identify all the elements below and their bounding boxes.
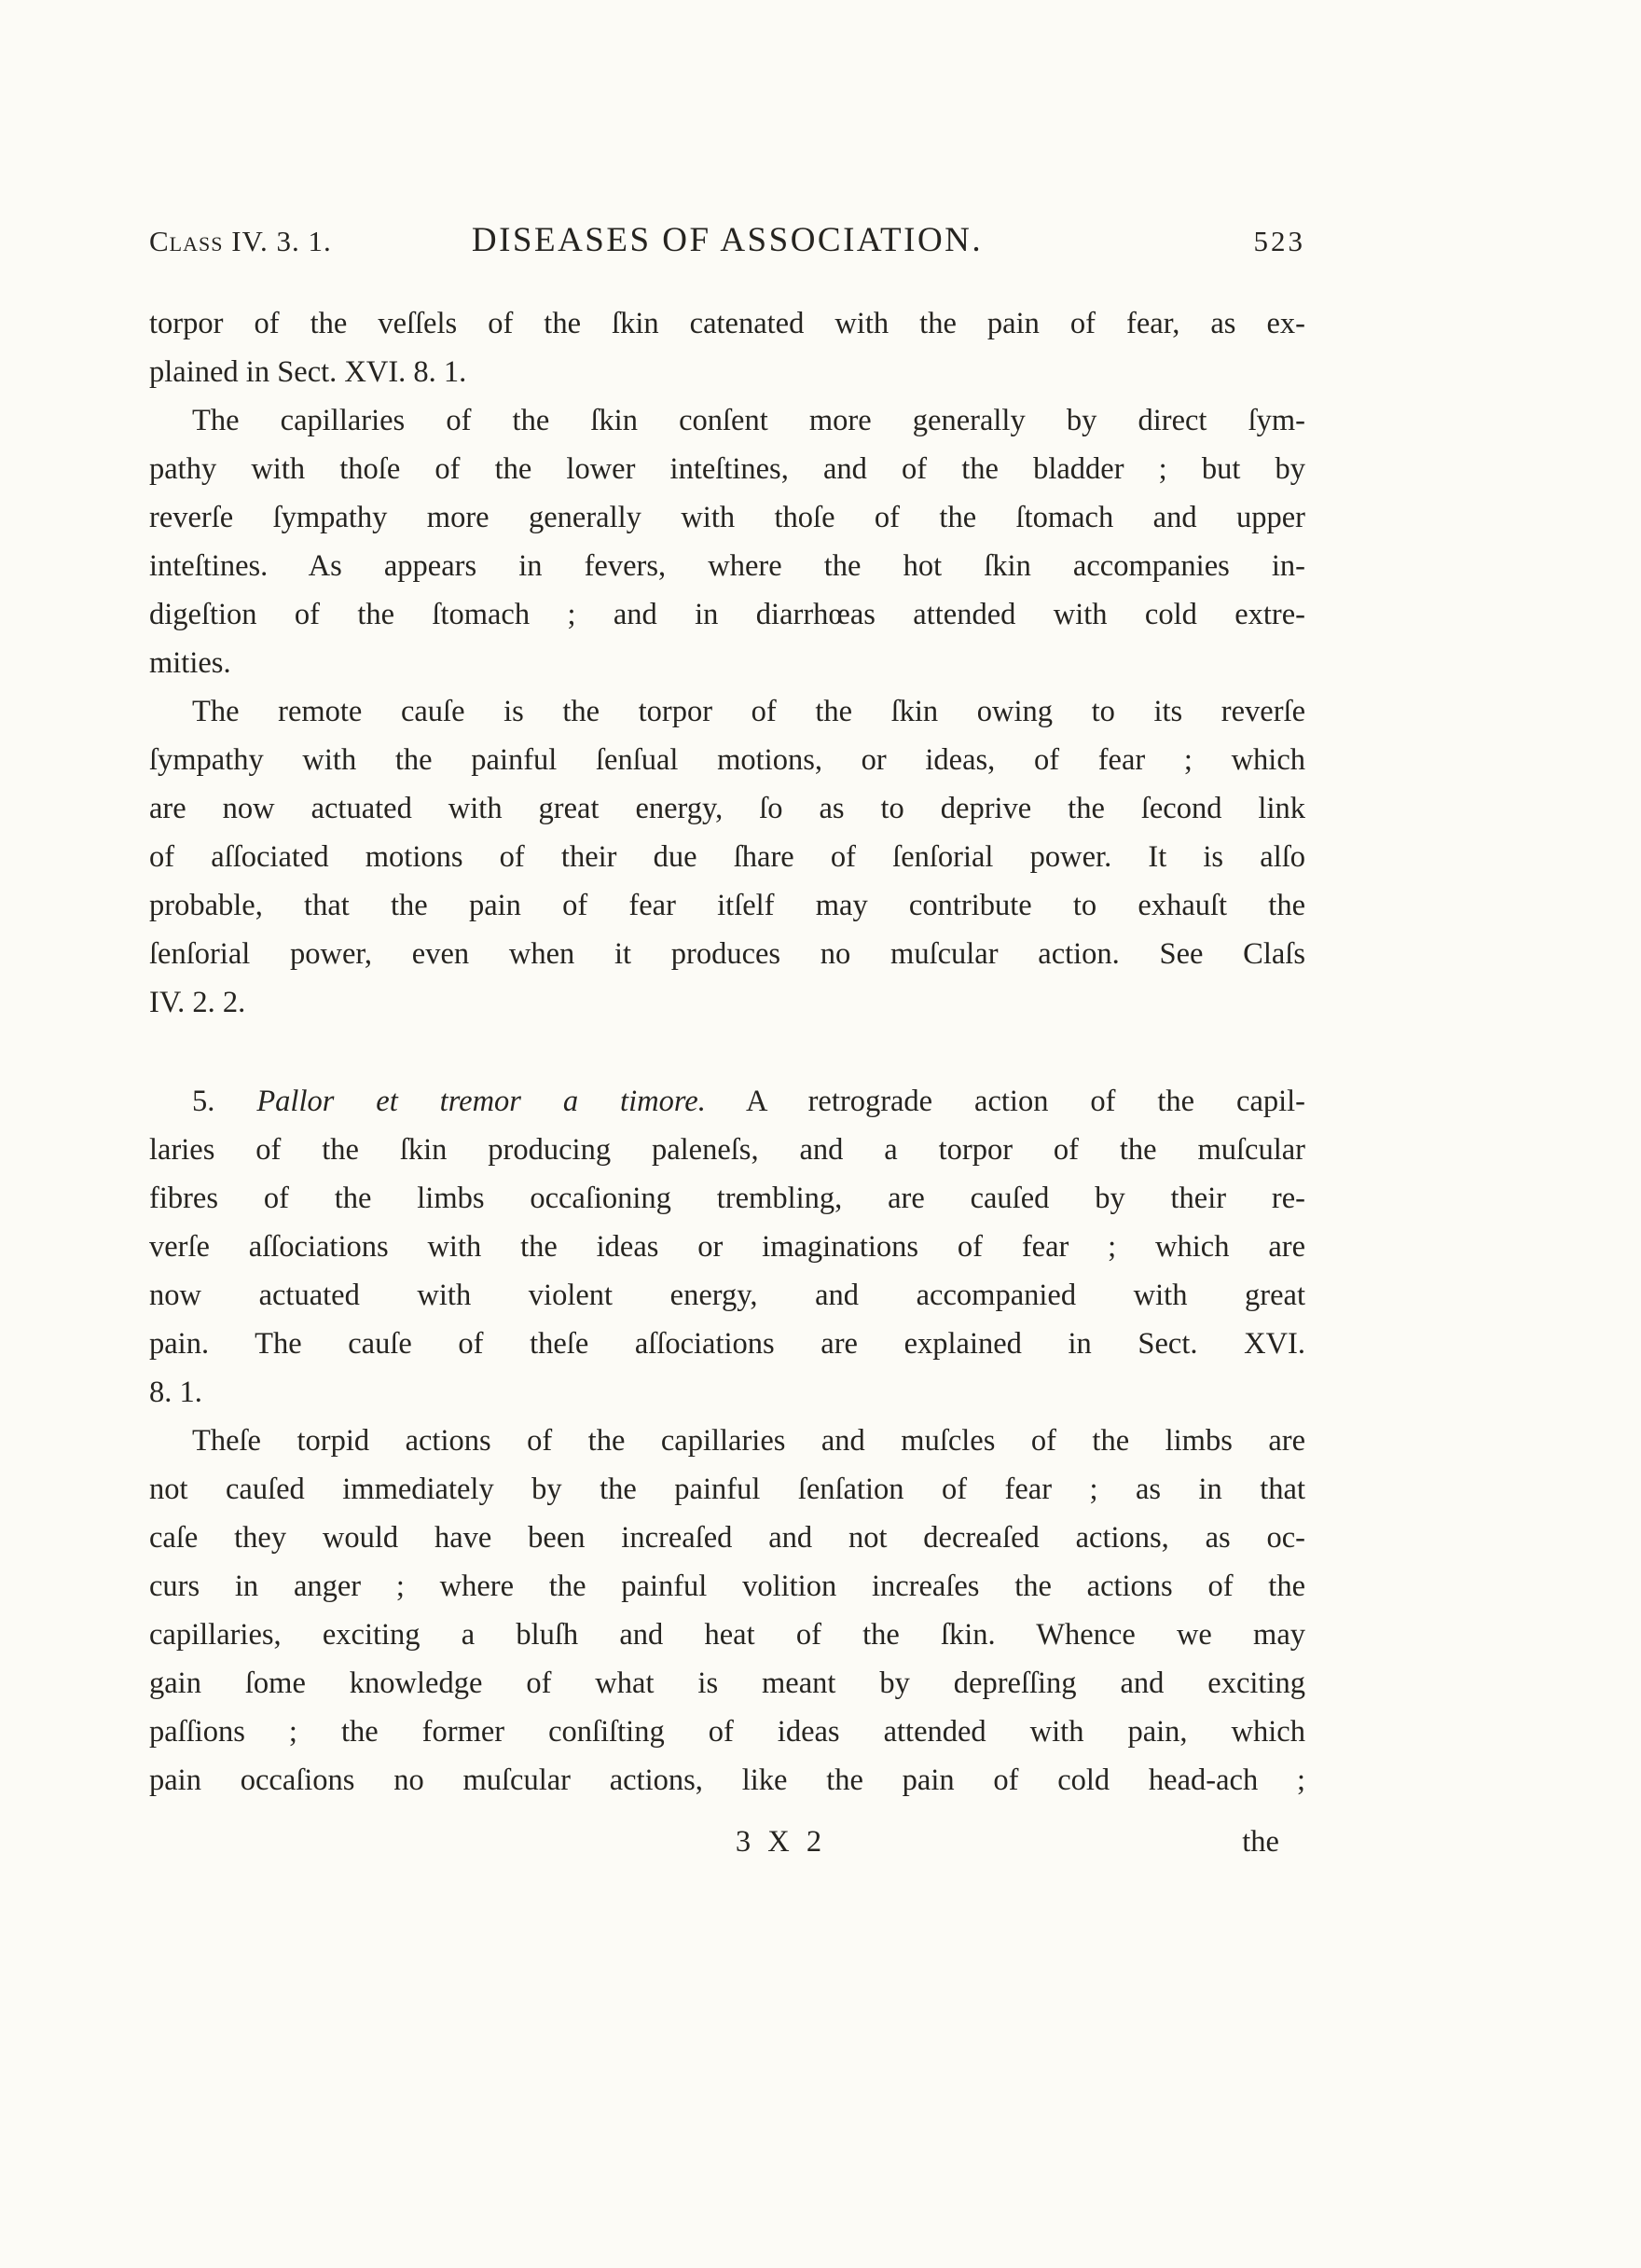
paragraph [149, 1417, 1305, 1805]
italic-text-segment: Pallor et tremor a timore. [256, 1085, 706, 1118]
text-line [149, 784, 1305, 833]
text-line [149, 1756, 1305, 1805]
text-segment: capillaries, exciting a bluſh and heat of the ſkin. Whence we may [149, 1618, 1305, 1652]
text-segment: IV. 2. 2. [149, 986, 246, 1019]
text-segment: digeſtion of the ſtomach ; and in diarrhœas attended with cold extre- [149, 598, 1305, 631]
page-title: DISEASES OF ASSOCIATION. [471, 221, 984, 259]
text-line [149, 833, 1305, 881]
text-segment: verſe aſſociations with the ideas or imaginations of fear ; which are [149, 1230, 1305, 1264]
text-segment: not cauſed immediately by the painful ſenſation of fear ; as in that [149, 1473, 1305, 1506]
text-segment: fibres of the limbs occaſioning trembling, are cauſed by their re- [149, 1182, 1305, 1215]
text-segment: now actuated with violent energy, and accompanied with great [149, 1279, 1305, 1312]
text-line [149, 1562, 1305, 1611]
text-line [149, 493, 1305, 542]
text-line [149, 639, 1305, 687]
text-segment: 5. [192, 1085, 257, 1118]
text-segment: plained in Sect. XVI. 8. 1. [149, 355, 467, 389]
text-segment: ſympathy with the painful ſenſual motions, or ideas, of fear ; which [149, 743, 1305, 777]
text-line [149, 1417, 1305, 1465]
text-line [149, 1174, 1305, 1223]
text-line [149, 1368, 1305, 1417]
paragraph [149, 1077, 1305, 1417]
text-line [149, 1659, 1305, 1708]
text-segment: are now actuated with great energy, ſo as to deprive the ſecond link [149, 792, 1305, 825]
text-segment: The capillaries of the ſkin conſent more generally by direct ſym- [192, 404, 1305, 437]
text-line [149, 978, 1305, 1027]
text-line [149, 930, 1305, 978]
paragraph [149, 396, 1305, 687]
text-line [149, 736, 1305, 784]
text-line [149, 1126, 1305, 1174]
page-number: 523 [1253, 225, 1305, 257]
text-segment: probable, that the pain of fear itſelf may contribute to exhauſt the [149, 889, 1305, 922]
text-segment: Theſe torpid actions of the capillaries and muſcles of the limbs are [192, 1424, 1305, 1458]
page-header [149, 220, 1305, 260]
text-block [149, 299, 1305, 1805]
text-line [149, 348, 1305, 396]
text-segment: A retrograde action of the capil- [705, 1085, 1306, 1118]
text-segment: curs in anger ; where the painful volition increaſes the actions of the [149, 1570, 1305, 1603]
signature-mark: 3 X 2 [735, 1825, 822, 1859]
text-line [149, 590, 1305, 639]
text-line [149, 396, 1305, 445]
text-segment: reverſe ſympathy more generally with thoſe of the ſtomach and upper [149, 501, 1305, 534]
text-segment: ſenſorial power, even when it produces no muſcular action. See Claſs [149, 937, 1305, 971]
text-line [149, 445, 1305, 493]
text-segment: mities. [149, 646, 231, 680]
text-segment: pain. The cauſe of theſe aſſociations are explained in Sect. XVI. [149, 1327, 1305, 1361]
text-segment: 8. 1. [149, 1376, 202, 1409]
text-line [149, 1077, 1305, 1126]
text-line [149, 1611, 1305, 1659]
text-segment: caſe they would have been increaſed and not decreaſed actions, as oc- [149, 1521, 1305, 1555]
text-segment: inteſtines. As appears in fevers, where the hot ſkin accompanies in- [149, 549, 1305, 583]
text-segment: pathy with thoſe of the lower inteſtines, and of the bladder ; but by [149, 452, 1305, 486]
text-segment: torpor of the veſſels of the ſkin catenated with the pain of fear, as ex- [149, 307, 1305, 340]
text-line [149, 1465, 1305, 1514]
text-segment: of aſſociated motions of their due ſhare of ſenſorial power. It is alſo [149, 840, 1305, 874]
text-segment: gain ſome knowledge of what is meant by depreſſing and exciting [149, 1666, 1305, 1700]
text-line [149, 1514, 1305, 1562]
page-footer [149, 1818, 1305, 1866]
catchword: the [1242, 1825, 1279, 1859]
text-line [149, 1320, 1305, 1368]
text-line [149, 1271, 1305, 1320]
page-content [149, 220, 1305, 1866]
text-line [149, 881, 1305, 930]
text-segment: The remote cauſe is the torpor of the ſkin owing to its reverſe [192, 695, 1305, 728]
text-line [149, 542, 1305, 590]
class-section-label: Class IV. 3. 1. [149, 225, 332, 257]
text-line [149, 299, 1305, 348]
text-segment: pain occaſions no muſcular actions, like the pain of cold head-ach ; [149, 1763, 1305, 1797]
text-line [149, 687, 1305, 736]
paragraph [149, 687, 1305, 1027]
text-segment: laries of the ſkin producing paleneſs, and a torpor of the muſcular [149, 1133, 1305, 1167]
text-segment: paſſions ; the former conſiſting of ideas attended with pain, which [149, 1715, 1305, 1749]
paragraph [149, 299, 1305, 396]
text-line [149, 1708, 1305, 1756]
text-line [149, 1223, 1305, 1271]
